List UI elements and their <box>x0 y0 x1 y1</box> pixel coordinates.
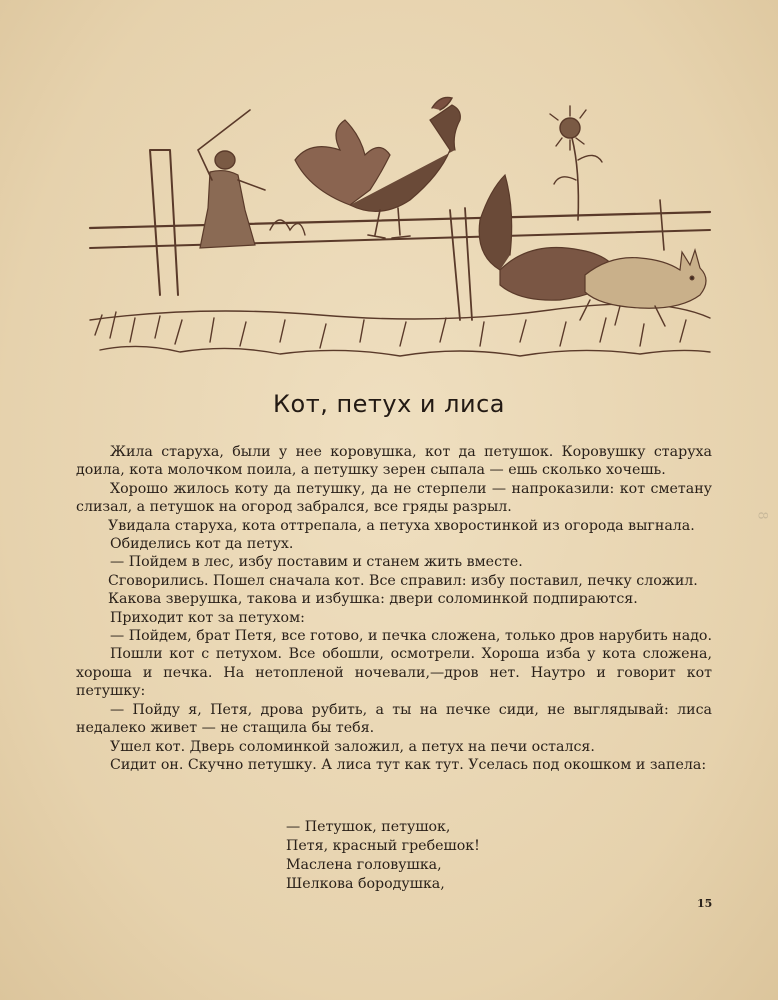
poem-line: Петя, красный гребешок! <box>286 838 480 854</box>
paragraph-13: Сидит он. Скучно петушку. А лиса тут как тут. Уселась под окошком и запела: <box>110 756 707 773</box>
paragraph-8: Приходит кот за петухом: <box>110 609 305 626</box>
paragraph-2: Хорошо жилось коту да петушку, да не стерпели — напроказили: кот сметану слизал, а петушок на огород забрался, все гряды разрыл. <box>76 480 712 516</box>
story-text <box>76 443 712 774</box>
paragraph-9: — Пойдем, брат Петя, все готово, и печка сложена, только дров нарубить надо. <box>110 628 712 645</box>
poem-line: Маслена головушка, <box>286 857 442 873</box>
paragraph-10: Пошли кот с петухом. Все обошли, осмотрели. Хороша изба у кота сложена, хороша и печка. На нетопленой ночевали,—дров нет. Наутро и говорит кот петушку: <box>76 646 712 700</box>
paragraph-3: Увидала старуха, кота оттрепала, а петуха хворостинкой из огорода выгнала. <box>108 517 695 534</box>
paragraph-12: Ушел кот. Дверь соломинкой заложил, а петух на печи остался. <box>110 738 595 755</box>
poem-line: — Петушок, петушок, <box>286 819 451 835</box>
page-number: 15 <box>697 897 713 910</box>
paragraph-1: Жила старуха, были у нее коровушка, кот да петушок. Коровушку старуха доила, кота молочком поила, а петушку зерен сыпала — ешь сколько хочешь. <box>76 444 712 479</box>
paragraph-7: Какова зверушка, такова и избушка: двери соломинкой подпираются. <box>108 591 638 608</box>
poem-verse <box>286 818 480 894</box>
story-title: Кот, петух и лиса <box>273 390 505 418</box>
margin-mark: 8 <box>754 511 770 520</box>
paragraph-11: — Пойду я, Петя, дрова рубить, а ты на печке сиди, не выглядывай: лиса недалеко живет — не стащила бы тебя. <box>76 701 712 737</box>
paragraph-6: Сговорились. Пошел сначала кот. Все справил: избу поставил, печку сложил. <box>108 572 698 589</box>
poem-line: Шелкова бородушка, <box>286 876 445 892</box>
illustration-old-woman-rooster-fox-cat <box>80 80 720 360</box>
paragraph-4: Обиделись кот да петух. <box>110 536 294 553</box>
paragraph-5: — Пойдем в лес, избу поставим и станем жить вместе. <box>110 554 523 571</box>
